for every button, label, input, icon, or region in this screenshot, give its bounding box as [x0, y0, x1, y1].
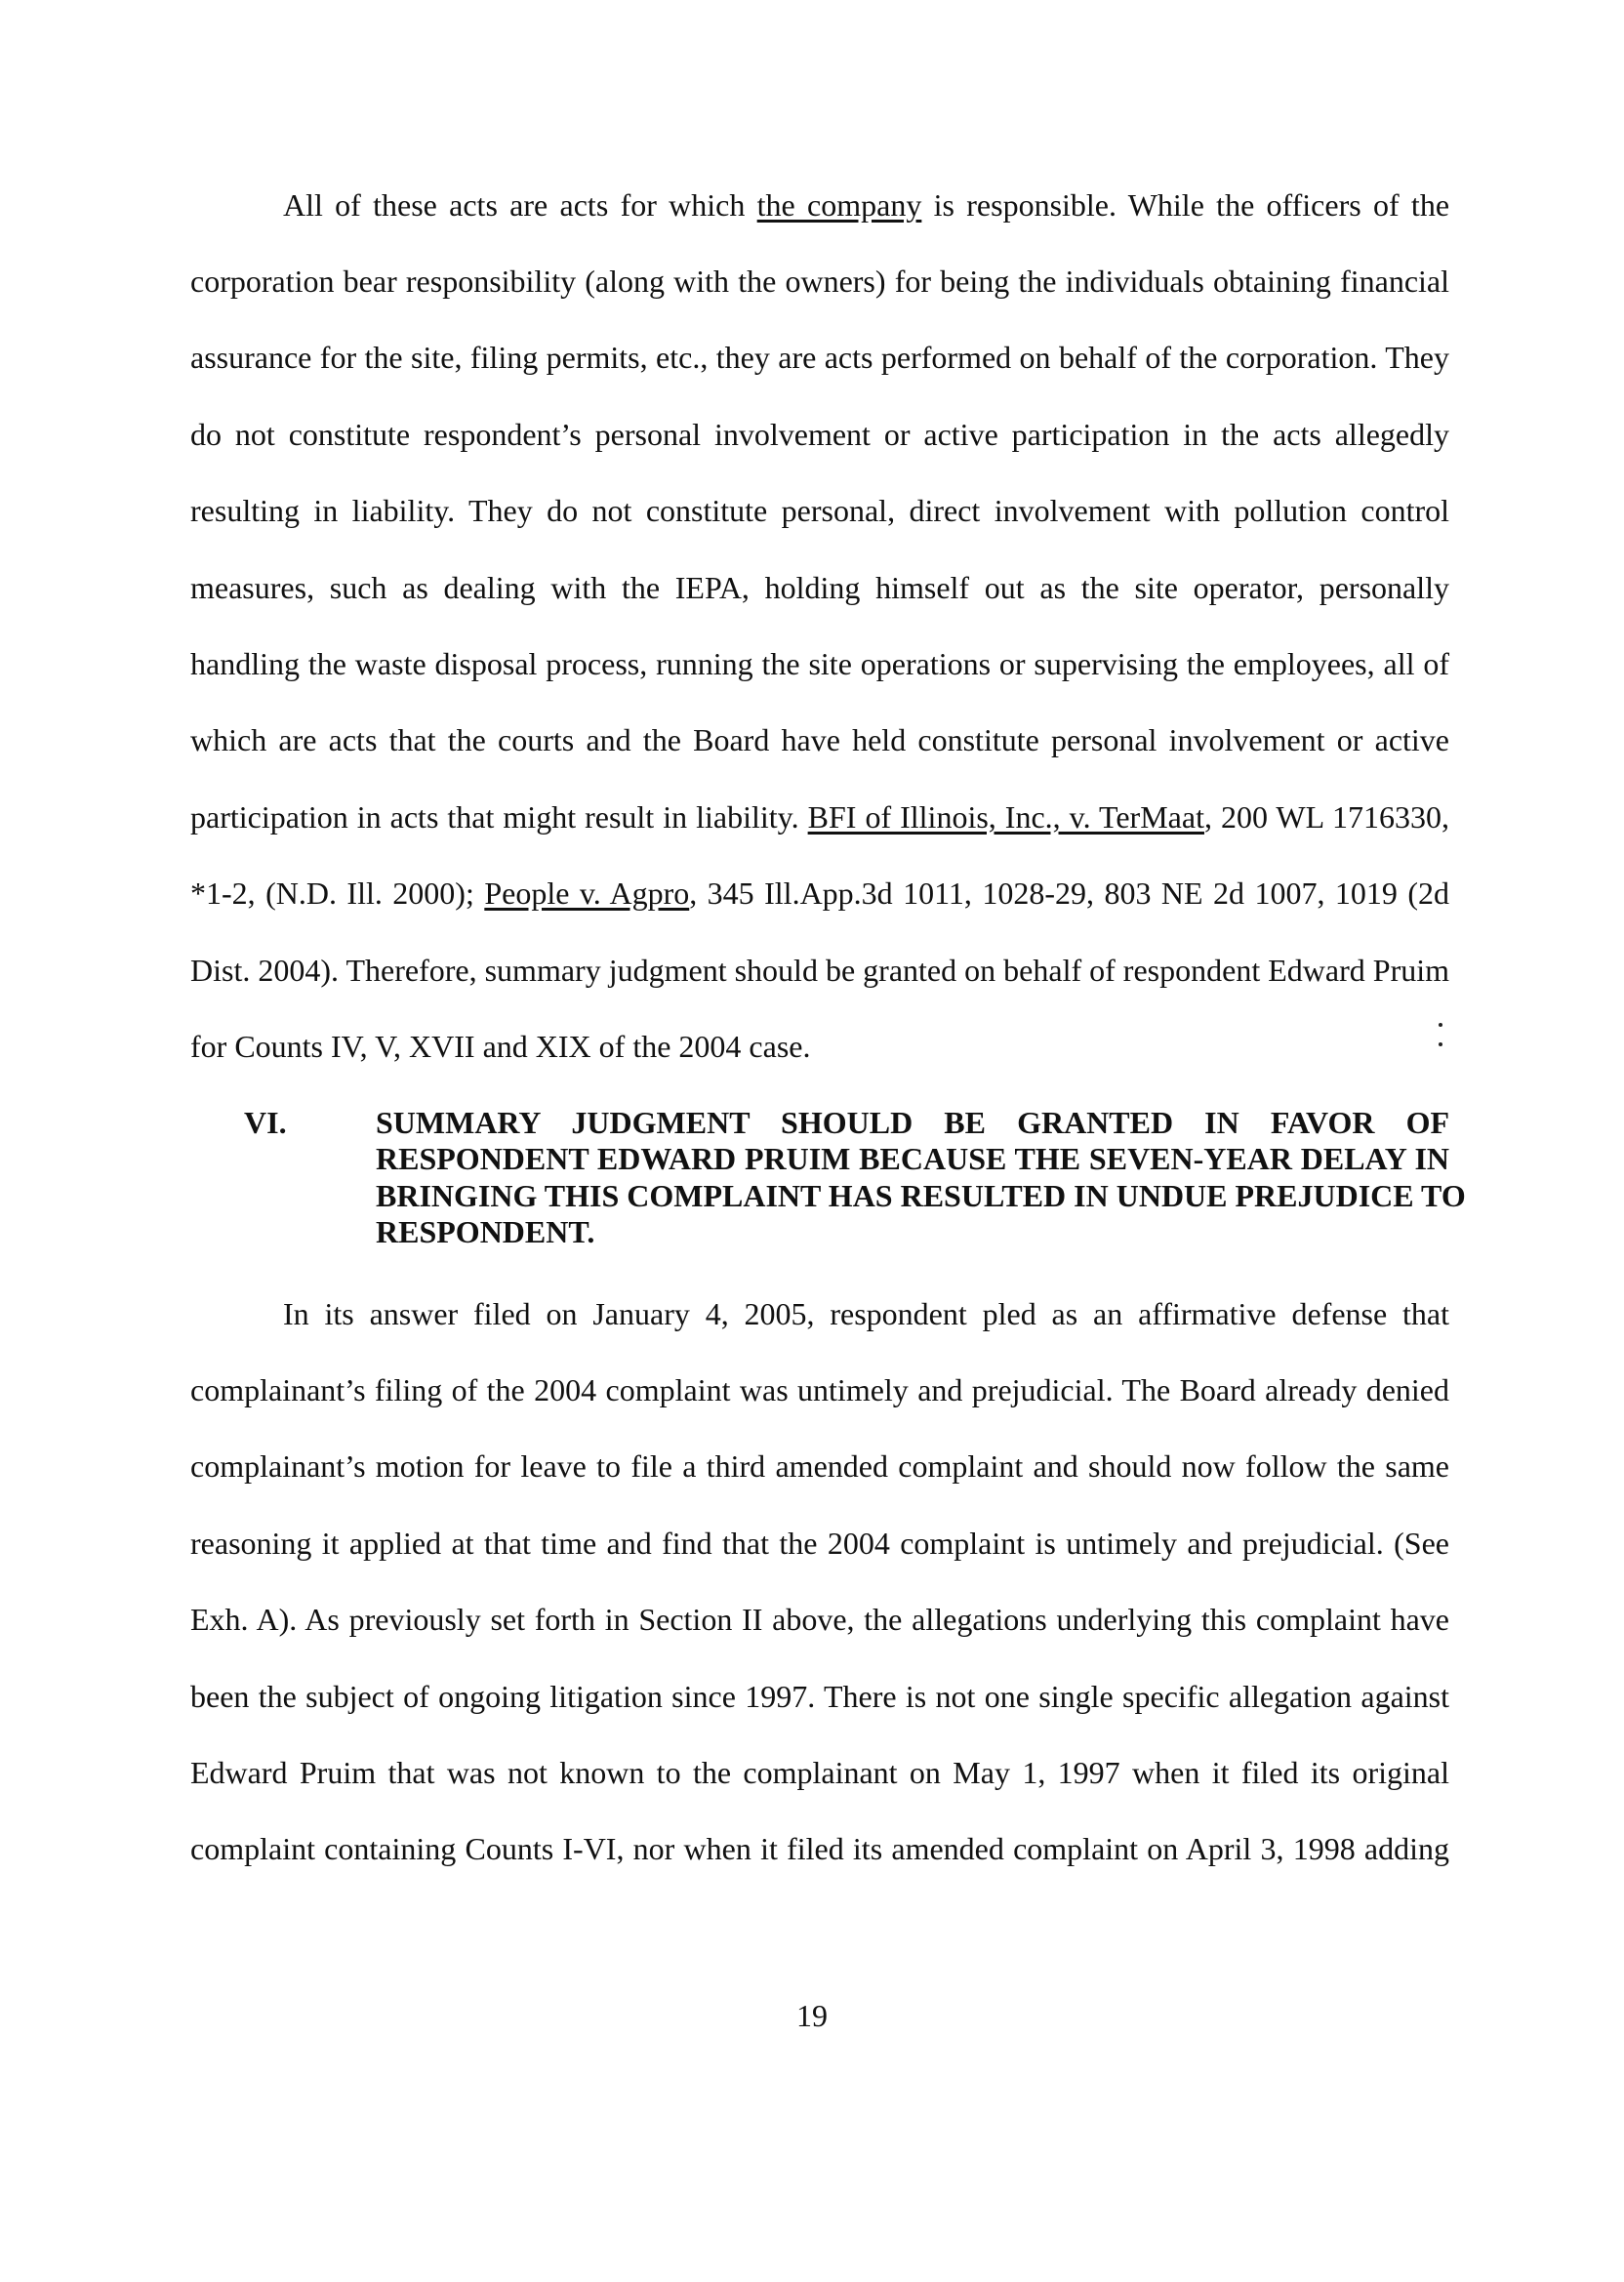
paragraph-1-line-5: resulting in liability. They do not constitute personal, direct involvement with pollution control — [190, 493, 1449, 528]
heading-line-2: RESPONDENT EDWARD PRUIM BECAUSE THE SEVEN-YEAR DELAY IN — [376, 1141, 1449, 1176]
paragraph-1-line-7: handling the waste disposal process, running the site operations or supervising the employees, all of — [190, 646, 1449, 681]
paragraph-1-line-9 — [190, 797, 1449, 836]
heading-line-1: SUMMARY JUDGMENT SHOULD BE GRANTED IN FAVOR OF — [376, 1105, 1449, 1140]
underlined-term: the company — [756, 187, 922, 223]
paragraph-2-line-4: reasoning it applied at that time and find that the 2004 complaint is untimely and prejudicial. (See — [190, 1526, 1449, 1561]
text-segment: *1-2, (N.D. Ill. 2000); — [190, 876, 485, 911]
paragraph-2-line-8: complaint containing Counts I-VI, nor when it filed its amended complaint on April 3, 1998 adding — [190, 1831, 1449, 1866]
heading-line-4: RESPONDENT. — [376, 1214, 595, 1249]
text-segment: All of these acts are acts for which — [283, 187, 757, 223]
paragraph-2-line-1: In its answer filed on January 4, 2005, respondent pled as an affirmative defense that — [283, 1296, 1449, 1331]
paragraph-1-line-11: Dist. 2004). Therefore, summary judgment should be granted on behalf of respondent Edward Pruim — [190, 953, 1449, 988]
text-segment: , 345 Ill.App.3d 1011, 1028-29, 803 NE 2d 1007, 1019 (2d — [689, 876, 1450, 911]
paragraph-1-line-12: for Counts IV, V, XVII and XIX of the 2004 case. — [190, 1029, 811, 1064]
paragraph-2-line-2: complainant’s filing of the 2004 complaint was untimely and prejudicial. The Board already denied — [190, 1372, 1449, 1407]
scan-artifact — [1439, 1023, 1442, 1027]
paragraph-1-line-1 — [283, 185, 1449, 224]
text-segment: participation in acts that might result in liability. — [190, 799, 808, 835]
text-segment: is responsible. While the officers of the — [921, 187, 1450, 223]
paragraph-2-line-6: been the subject of ongoing litigation since 1997. There is not one single specific allegation against — [190, 1679, 1449, 1714]
paragraph-1-line-8: which are acts that the courts and the Board have held constitute personal involvement or active — [190, 722, 1449, 757]
paragraph-1-line-4: do not constitute respondent’s personal involvement or active participation in the acts allegedly — [190, 417, 1449, 452]
scan-artifact — [1439, 1042, 1442, 1046]
text-segment: , 200 WL 1716330, — [1203, 799, 1450, 835]
case-citation: People v. Agpro — [484, 876, 690, 911]
paragraph-2-line-3: complainant’s motion for leave to file a third amended complaint and should now follow the same — [190, 1448, 1449, 1484]
heading-line-3: BRINGING THIS COMPLAINT HAS RESULTED IN UNDUE PREJUDICE TO — [376, 1178, 1466, 1213]
case-citation: BFI of Illinois, Inc., v. TerMaat — [807, 799, 1204, 835]
paragraph-2-line-7: Edward Pruim that was not known to the complainant on May 1, 1997 when it filed its original — [190, 1755, 1449, 1790]
paragraph-2-line-5: Exh. A). As previously set forth in Section II above, the allegations underlying this complaint have — [190, 1602, 1449, 1637]
heading-number: VI. — [244, 1105, 287, 1140]
paragraph-1-line-2: corporation bear responsibility (along with the owners) for being the individuals obtaining financial — [190, 264, 1449, 299]
page-number: 19 — [796, 1998, 828, 2033]
paragraph-1-line-10 — [190, 874, 1449, 913]
paragraph-1-line-6: measures, such as dealing with the IEPA, holding himself out as the site operator, personally — [190, 570, 1449, 605]
paragraph-1-line-3: assurance for the site, filing permits, etc., they are acts performed on behalf of the corporation. They — [190, 340, 1449, 375]
